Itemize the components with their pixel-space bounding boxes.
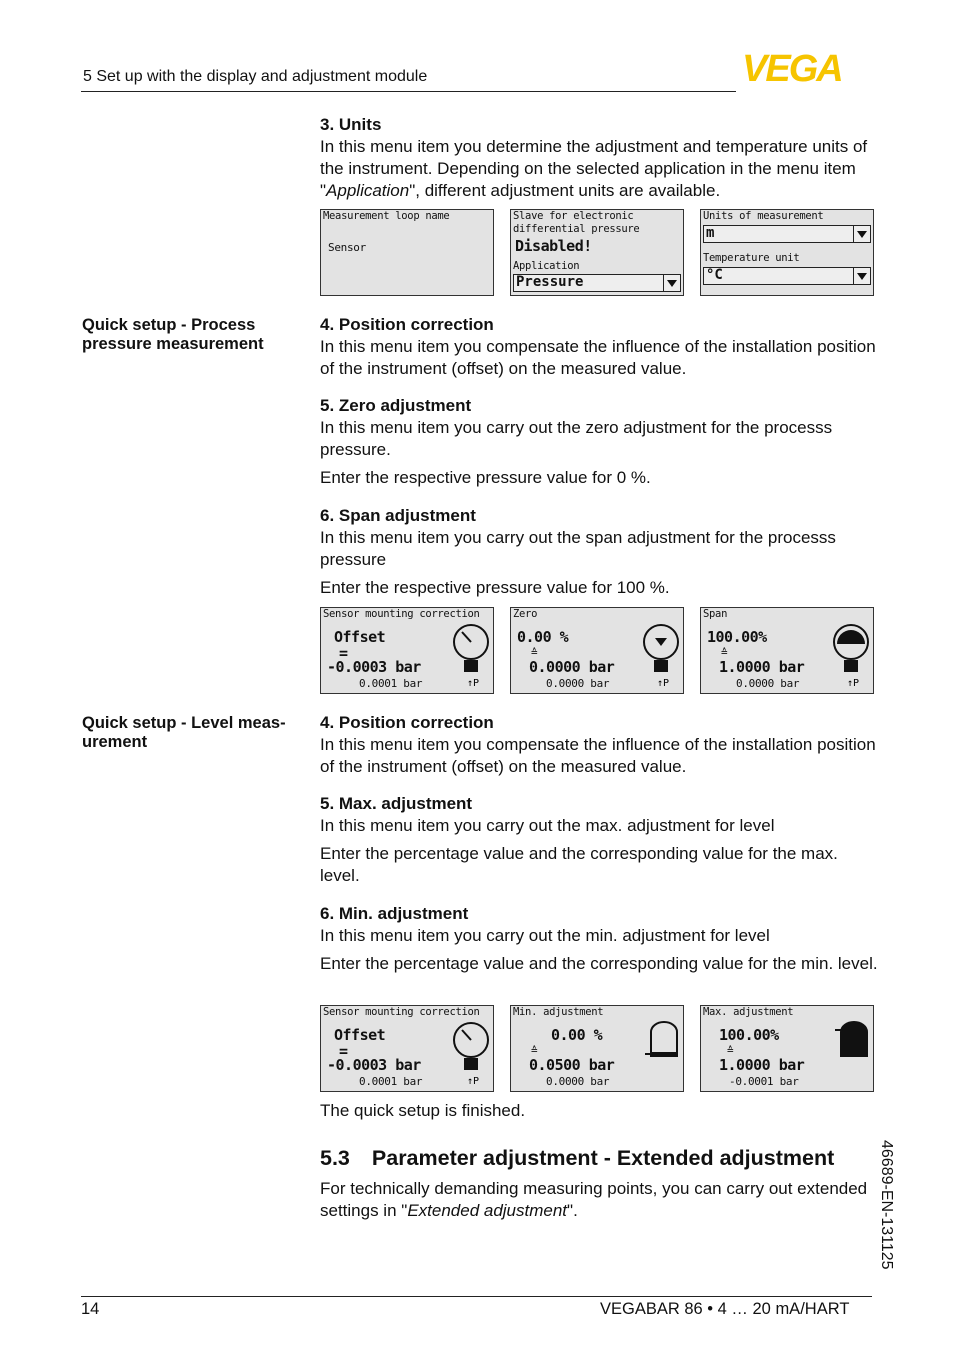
lcd-max-adjustment: Max. adjustment 100.00% ≙ 1.0000 bar -0.0001 bar [700, 1005, 874, 1092]
svg-text:↑P: ↑P [467, 678, 480, 689]
pressure-gauge-icon [451, 620, 493, 690]
process-span: 6. Span adjustment In this menu item you carry out the span adjustment for the processs pressure Enter the respective pressure value for 100 %. [320, 506, 836, 597]
section-body: For technically demanding measuring points, you can carry out extended settings in "Extended adjustment". [320, 1179, 868, 1220]
temperature-unit-select[interactable]: °C [703, 267, 871, 285]
section-heading: 5.3 Parameter adjustment - Extended adjustment [320, 1146, 835, 1170]
units-section [320, 114, 880, 202]
lcd-units: Units of measurement m Temperature unit °C [700, 209, 874, 296]
level-position: 4. Position correction In this menu item you compensate the influence of the installation position of the instrument (offset) on the measured value. [320, 713, 876, 776]
pressure-gauge-icon [451, 1018, 493, 1088]
side-label-process: Quick setup - Process pressure measurement [82, 316, 264, 353]
gauge-zero-icon [641, 620, 683, 690]
footer-rule [81, 1296, 872, 1297]
running-header: 5 Set up with the display and adjustment module [83, 68, 428, 85]
lcd-measurement-loop-name: Measurement loop name Sensor [320, 209, 494, 296]
chevron-down-icon [853, 268, 870, 284]
svg-text:↑P: ↑P [467, 1076, 480, 1087]
lcd-slave-differential: Slave for electronic differential pressure Disabled! Application Pressure [510, 209, 684, 296]
svg-text:46689-EN-131125: 46689-EN-131125 [878, 1140, 895, 1270]
chevron-down-icon [663, 275, 680, 291]
svg-text:↑P: ↑P [657, 678, 670, 689]
units-heading: 3. Units [320, 115, 382, 134]
page-number: 14 [81, 1300, 100, 1318]
units-body: In this menu item you determine the adjustment and temperature units of the instrument. Depending on the selected application in the menu item "Application", different adjustment units are available. [320, 137, 868, 200]
tank-full-icon [835, 1018, 873, 1068]
gauge-span-icon [831, 620, 873, 690]
level-max: 5. Max. adjustment In this menu item you carry out the max. adjustment for level Enter the percentage value and the corresponding value for the max. level. [320, 794, 838, 885]
units-select[interactable]: m [703, 225, 871, 243]
lcd-zero: Zero 0.00 % ≙ 0.0000 bar 0.0000 bar ↑P [510, 607, 684, 694]
header-rule [81, 91, 736, 92]
lcd-min-adjustment: Min. adjustment 0.00 % ≙ 0.0500 bar 0.0000 bar [510, 1005, 684, 1092]
svg-text:↑P: ↑P [847, 678, 860, 689]
process-zero: 5. Zero adjustment In this menu item you carry out the zero adjustment for the processs pressure. Enter the respective pressure value for 0 %. [320, 396, 833, 487]
lcd-sensor-mounting: Sensor mounting correction Offset = -0.0003 bar 0.0001 bar ↑P [320, 607, 494, 694]
lcd-span: Span 100.00% ≙ 1.0000 bar 0.0000 bar ↑P [700, 607, 874, 694]
tank-empty-icon [645, 1018, 683, 1068]
chevron-down-icon [853, 226, 870, 242]
product-name: VEGABAR 86 • 4 … 20 mA/HART [600, 1300, 850, 1318]
process-position: 4. Position correction In this menu item you compensate the influence of the installation position of the instrument (offset) on the measured value. [320, 315, 876, 378]
document-id [878, 1140, 900, 1290]
quick-setup-finished: The quick setup is finished. [320, 1101, 526, 1120]
lcd-level-mounting: Sensor mounting correction Offset = -0.0003 bar 0.0001 bar ↑P [320, 1005, 494, 1092]
level-min: 6. Min. adjustment In this menu item you carry out the min. adjustment for level Enter the percentage value and the corresponding value for the min. level. [320, 904, 878, 973]
svg-text:VEGA: VEGA [742, 50, 842, 84]
vega-logo [742, 50, 874, 84]
side-label-level: Quick setup - Level meas- urement [82, 714, 286, 751]
application-select[interactable]: Pressure [513, 274, 681, 292]
